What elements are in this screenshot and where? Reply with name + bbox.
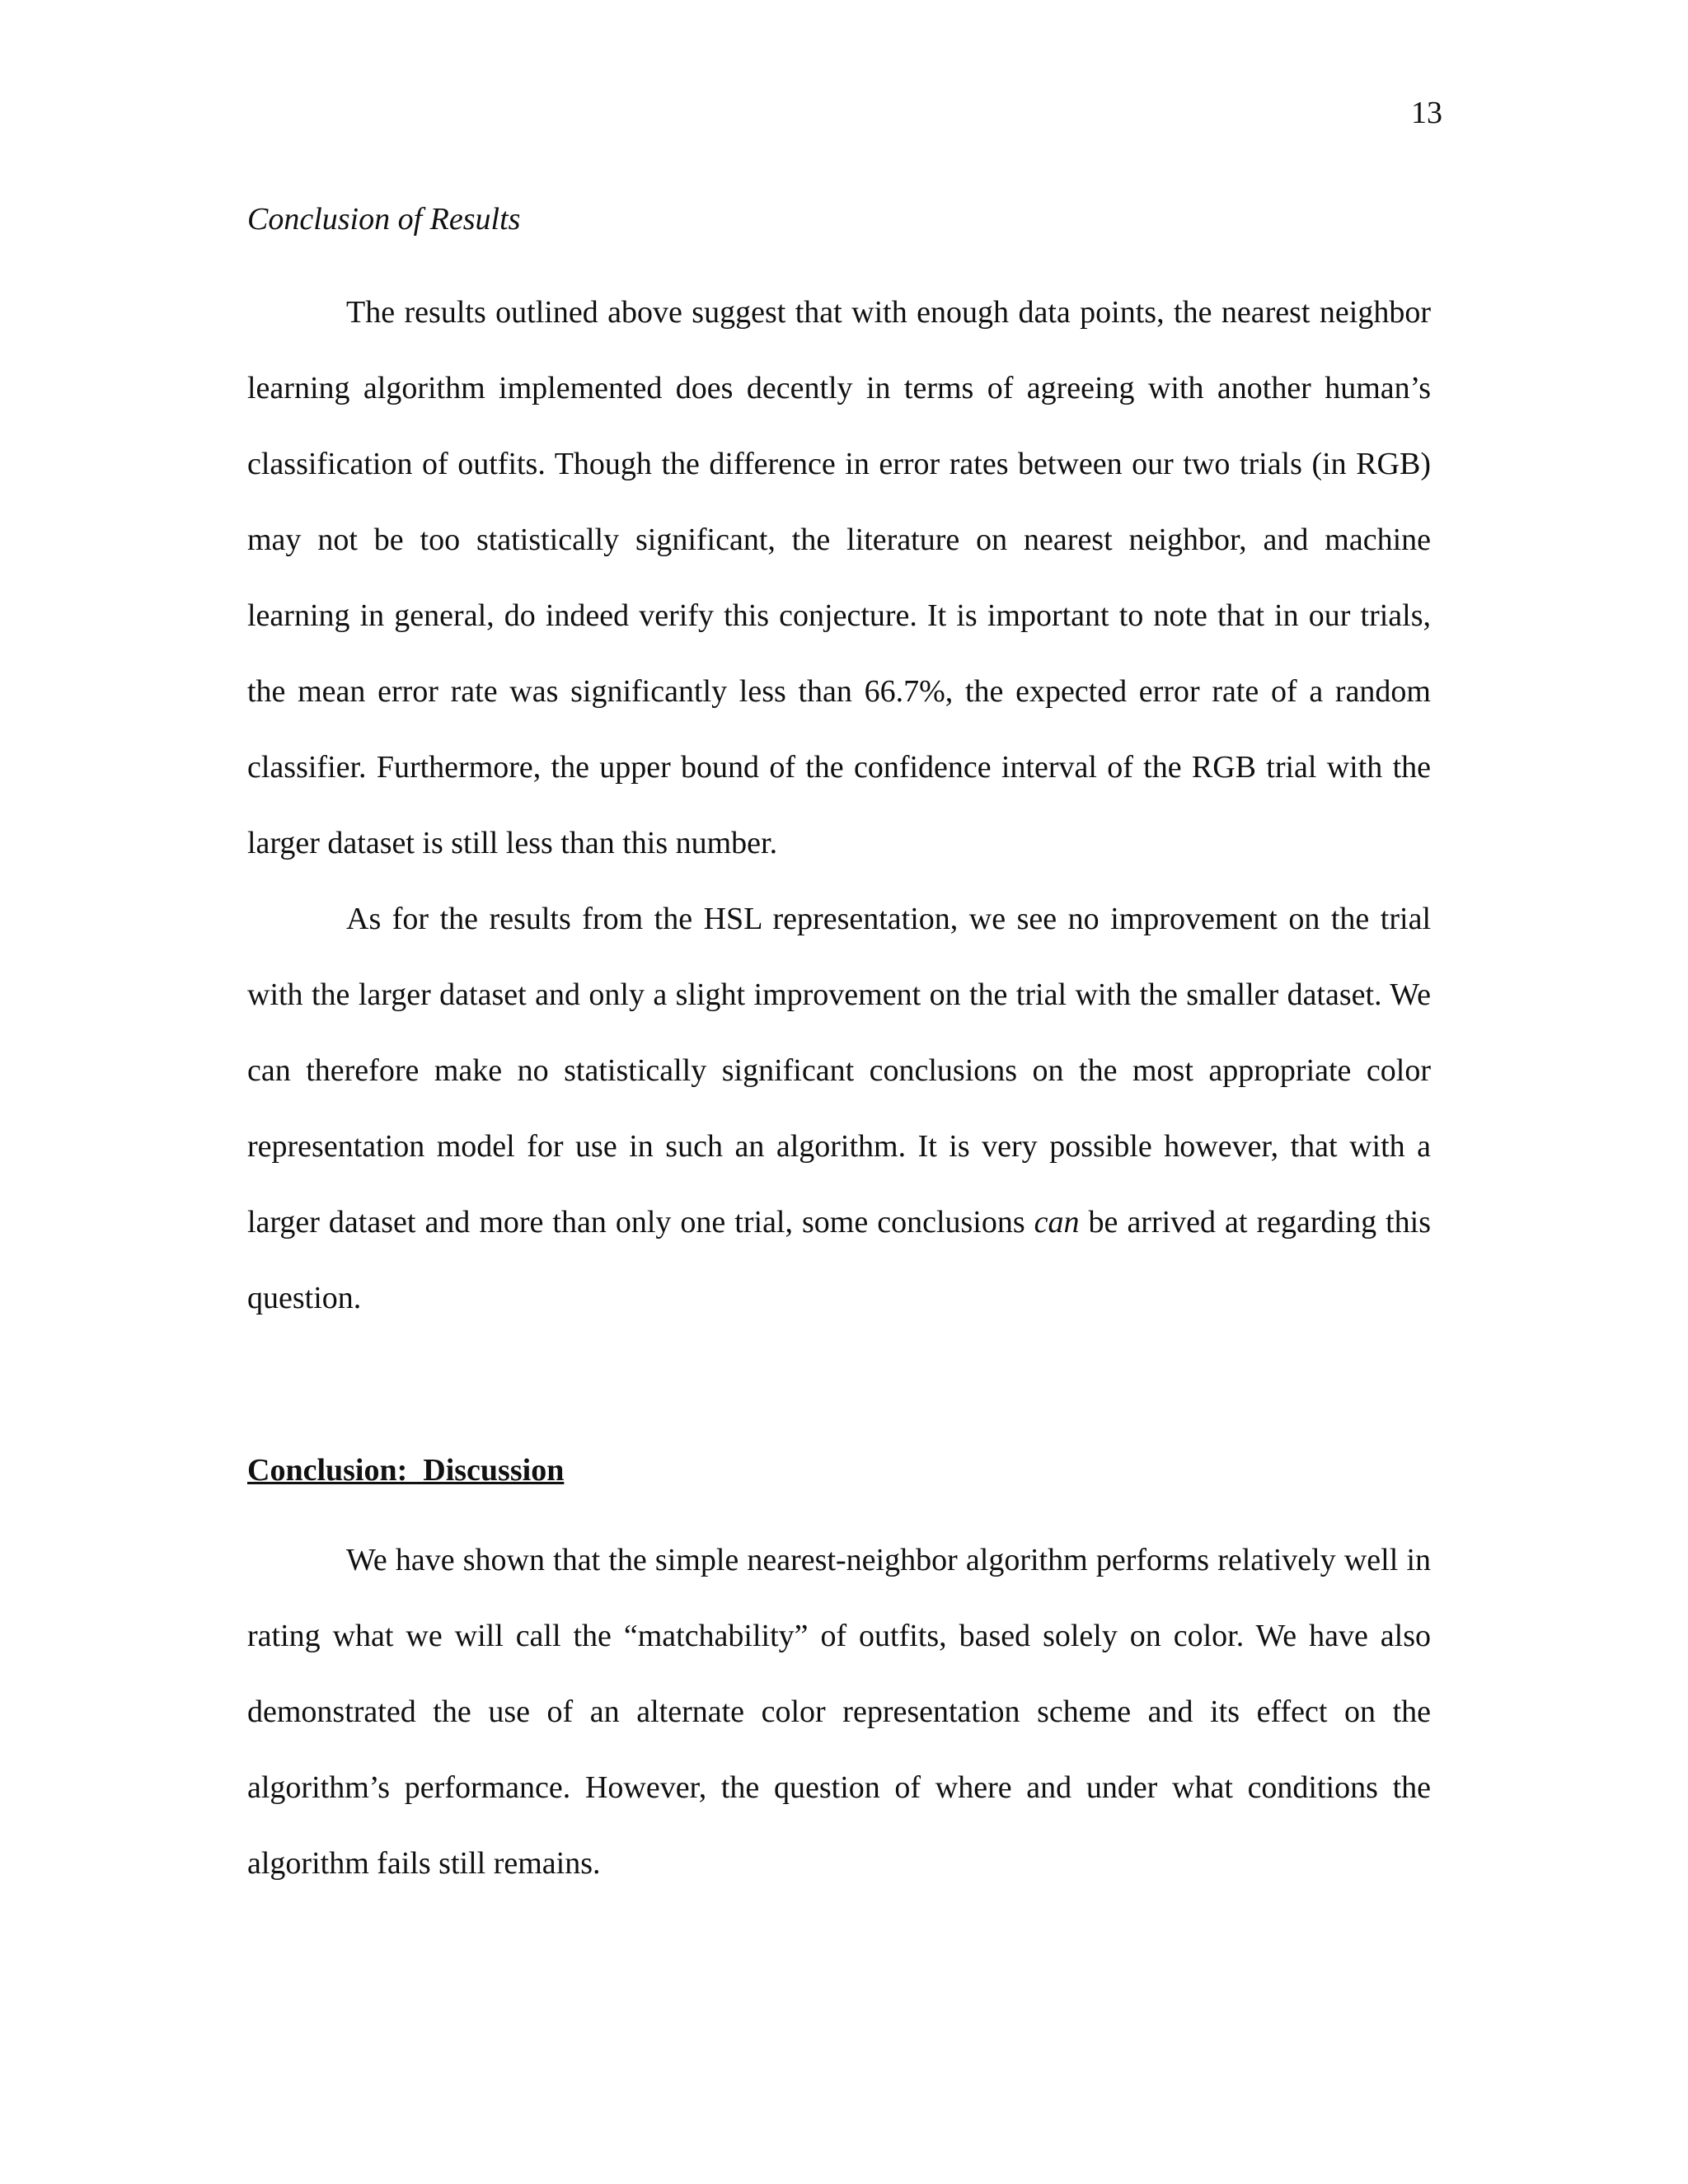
section-heading-conclusion-discussion: Conclusion: Discussion bbox=[247, 1453, 565, 1488]
emphasis-can: can bbox=[1034, 1205, 1080, 1240]
paragraph-discussion: We have shown that the simple nearest-neighbor algorithm performs relatively well in rating what we will call the “matchability” of outfits, based solely on color. We have also demonstrated the use of an alternate color representation scheme and its effect on the algorithm’s performance. However, the question of where and under what conditions the algorithm fails still remains. bbox=[247, 1543, 1431, 1881]
page-content bbox=[247, 199, 1431, 1901]
page-number: 13 bbox=[1411, 96, 1442, 130]
paragraph-hsl-text-end: be arrived at regarding this question. bbox=[247, 1205, 1432, 1315]
paragraph-hsl-results bbox=[247, 881, 1431, 1336]
section-subtitle-conclusion-of-results: Conclusion of Results bbox=[247, 202, 521, 237]
paragraph-results-outlined: The results outlined above suggest that with enough data points, the nearest neighbor learning algorithm implemented does decently in terms of agreeing with another human’s classification of outfits. Though the difference in error rates between our two trials (in RGB) may not be too statistically significant, the literature on nearest neighbor, and machine learning in general, do indeed verify this conjecture. It is important to note that in our trials, the mean error rate was significantly less than 66.7%, the expected error rate of a random classifier. Furthermore, the upper bound of the confidence interval of the RGB trial with the larger dataset is still less than this number. bbox=[247, 295, 1431, 860]
paragraph-hsl-text-start: As for the results from the HSL representation, we see no improvement on the trial with the larger dataset and only a slight improvement on the trial with the smaller dataset. We can therefore make no statistically significant conclusions on the most appropriate color representation model for use in such an algorithm. It is very possible however, that with a larger dataset and more than only one trial, some conclusions bbox=[247, 902, 1431, 1240]
